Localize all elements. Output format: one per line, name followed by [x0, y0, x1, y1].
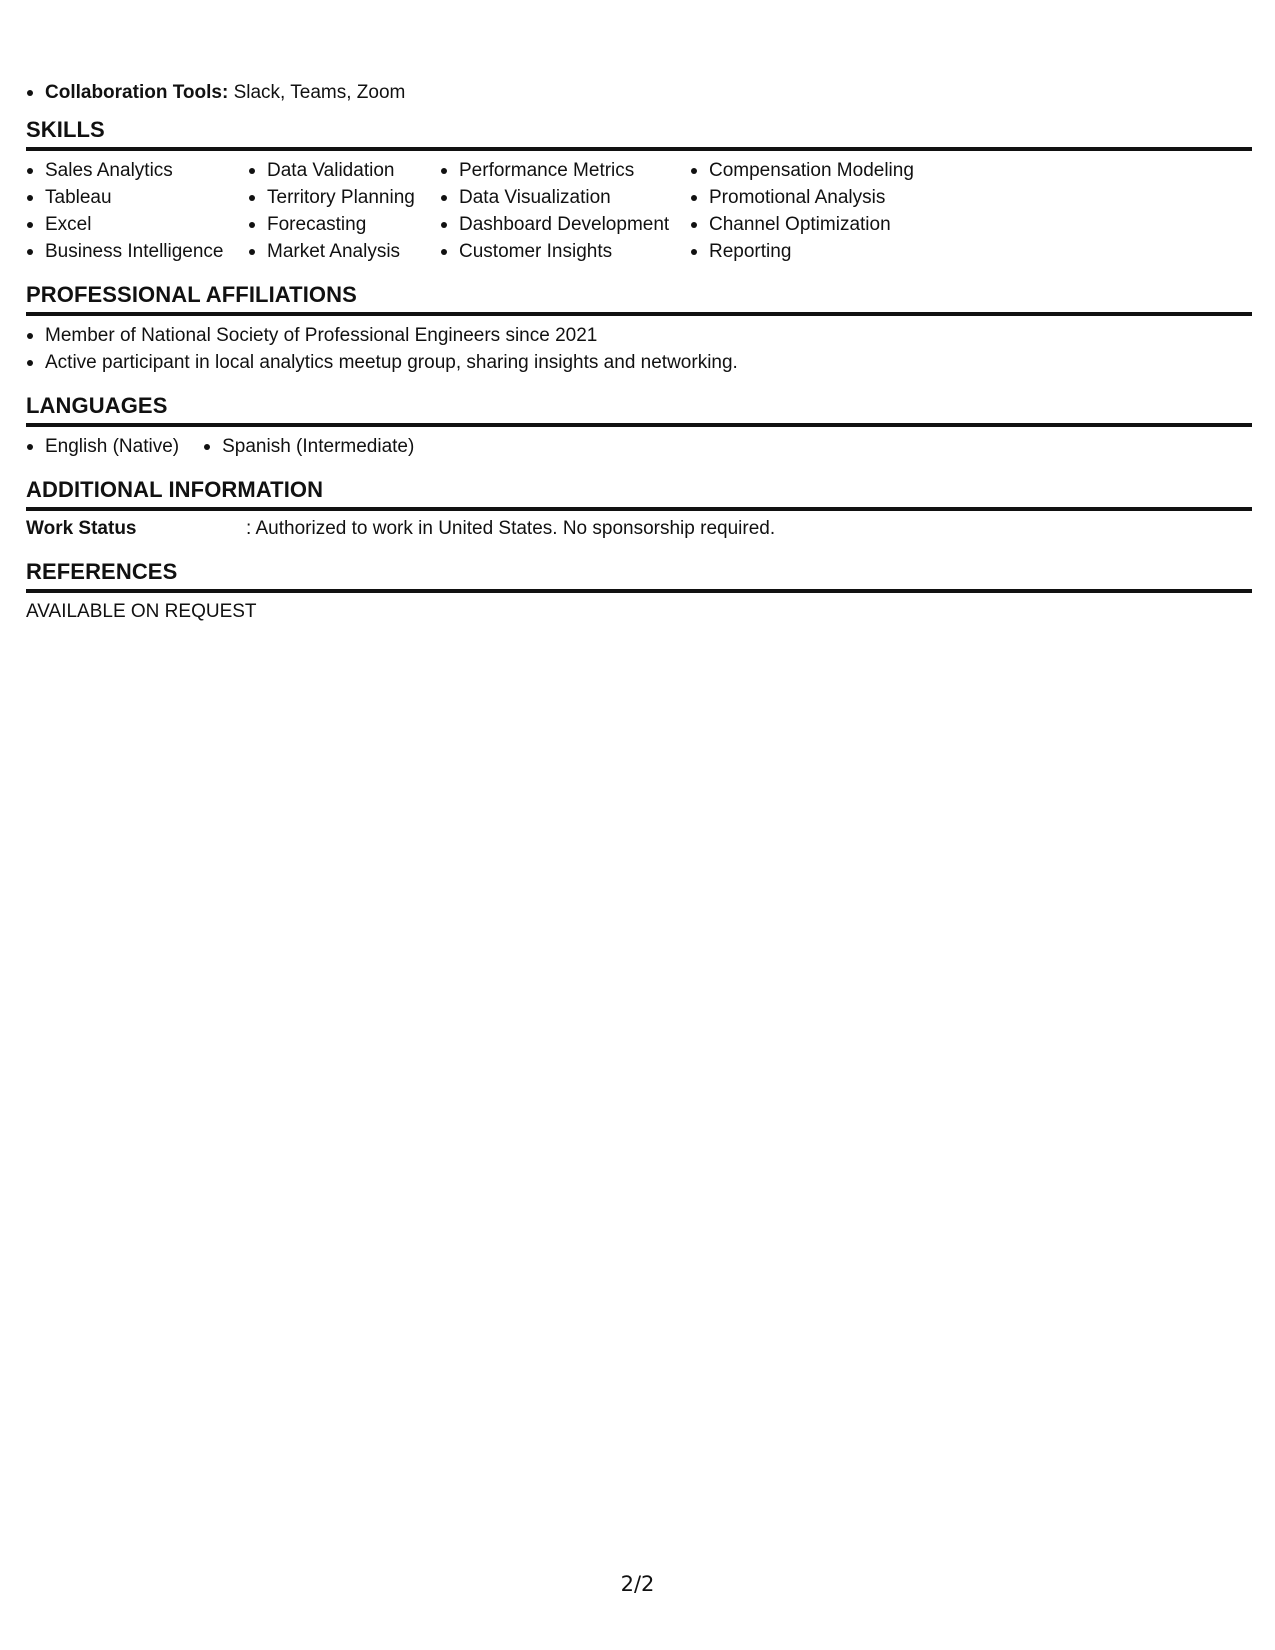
- skill-item: Business Intelligence: [26, 238, 248, 265]
- work-status-row: [26, 511, 1252, 542]
- skill-item: Forecasting: [248, 211, 440, 238]
- tools-list: [26, 79, 405, 106]
- skill-item: Performance Metrics: [440, 157, 690, 184]
- skill-item: Sales Analytics: [26, 157, 248, 184]
- skills-section: [26, 117, 1252, 265]
- skills-column-2: [248, 157, 440, 265]
- affiliations-list: [26, 316, 1252, 376]
- language-item: Spanish (Intermediate): [203, 433, 414, 460]
- skill-item: Market Analysis: [248, 238, 440, 265]
- languages-heading: LANGUAGES: [26, 393, 1252, 427]
- collaboration-tools-label: Collaboration Tools:: [45, 82, 229, 103]
- page-number: 2/2: [620, 1572, 655, 1596]
- affiliation-item: Member of National Society of Professional Engineers since 2021: [26, 322, 1252, 349]
- skill-item: Territory Planning: [248, 184, 440, 211]
- work-status-label: Work Status: [26, 518, 137, 539]
- additional-info-section: [26, 477, 1252, 542]
- skill-item: Data Visualization: [440, 184, 690, 211]
- work-status-value: : Authorized to work in United States. No sponsorship required.: [246, 518, 776, 539]
- skills-grid: [26, 151, 1252, 265]
- references-heading: REFERENCES: [26, 559, 1252, 593]
- references-text: AVAILABLE ON REQUEST: [26, 601, 257, 622]
- skill-item: Customer Insights: [440, 238, 690, 265]
- skill-item: Compensation Modeling: [690, 157, 950, 184]
- list-item: [26, 79, 405, 106]
- skills-column-1: [26, 157, 248, 265]
- skills-heading: SKILLS: [26, 117, 1252, 151]
- language-item: English (Native): [26, 433, 179, 460]
- affiliations-section: [26, 282, 1252, 376]
- skill-item: Reporting: [690, 238, 950, 265]
- references-section: [26, 559, 1252, 625]
- skill-item: Channel Optimization: [690, 211, 950, 238]
- affiliation-item: Active participant in local analytics meetup group, sharing insights and networking.: [26, 349, 1252, 376]
- affiliations-heading: PROFESSIONAL AFFILIATIONS: [26, 282, 1252, 316]
- skill-item: Promotional Analysis: [690, 184, 950, 211]
- additional-info-heading: ADDITIONAL INFORMATION: [26, 477, 1252, 511]
- skills-column-3: [440, 157, 690, 265]
- skills-column-4: [690, 157, 950, 265]
- skill-item: Data Validation: [248, 157, 440, 184]
- skill-item: Excel: [26, 211, 248, 238]
- collaboration-tools-value: Slack, Teams, Zoom: [233, 82, 406, 103]
- languages-section: [26, 393, 1252, 460]
- languages-list: [26, 427, 1252, 460]
- skill-item: Tableau: [26, 184, 248, 211]
- skill-item: Dashboard Development: [440, 211, 690, 238]
